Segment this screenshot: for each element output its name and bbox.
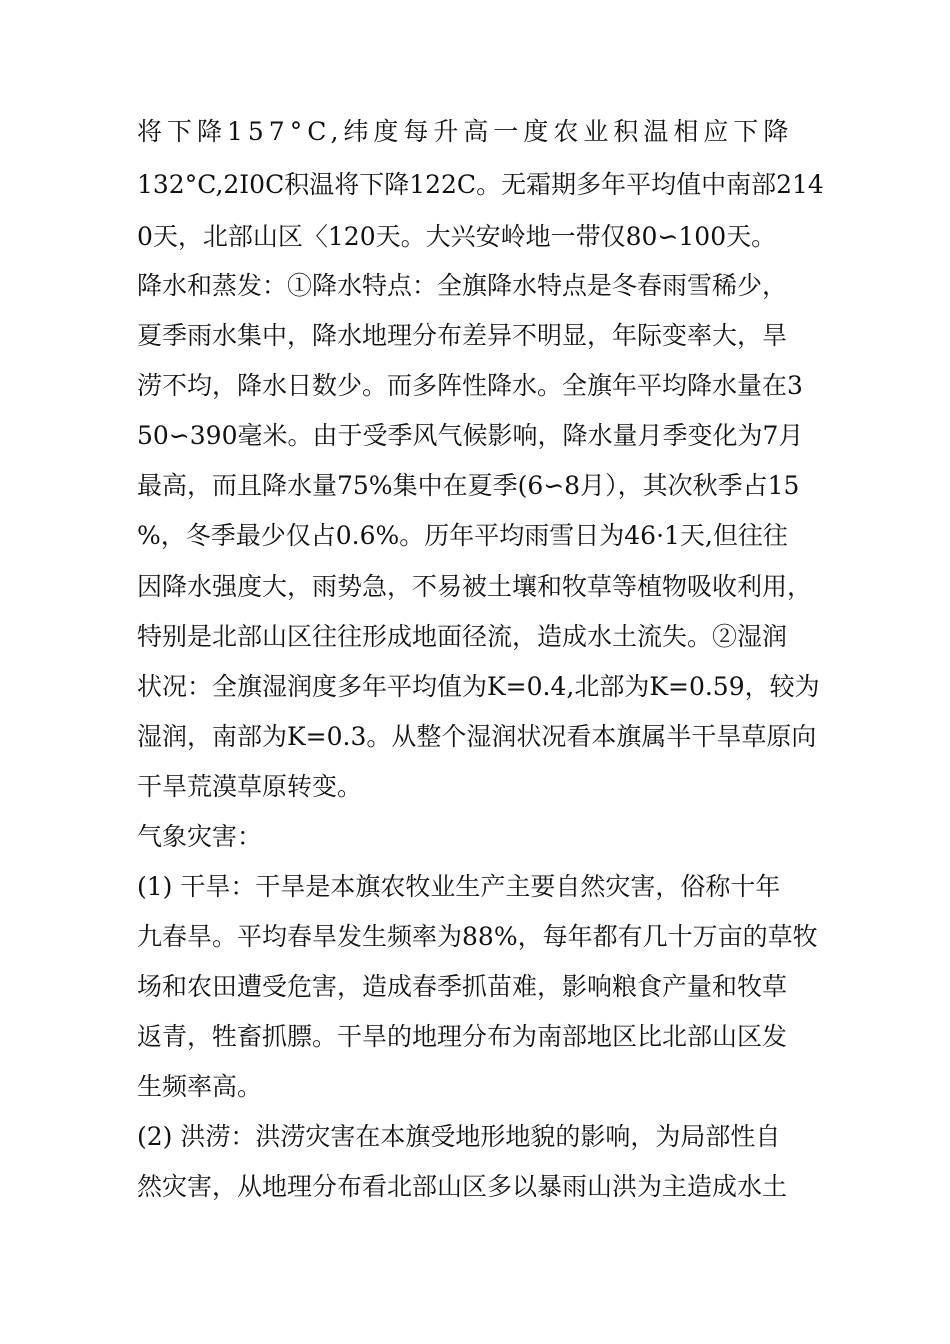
text-line-3: 0天，北部山区〈120天。大兴安岭地一带仅80∽100天。: [137, 222, 777, 251]
text-line-1: 将下降157°C,纬度每升高一度农业积温相应下降: [137, 117, 794, 146]
text-line-16: (1) 干旱：干旱是本旗农牧业生产主要自然灾害，俗称十年: [137, 872, 781, 901]
text-line-17: 九春旱。平均春旱发生频率为88%，每年都有几十万亩的草牧: [137, 922, 818, 951]
text-line-10: 因降水强度大，雨势急，不易被土壤和牧草等植物吸收利用，: [137, 572, 813, 601]
text-line-14: 干旱荒漠草原转变。: [137, 772, 363, 801]
text-line-12: 状况：全旗湿润度多年平均值为K=0.4,北部为K=0.59，较为: [137, 672, 820, 701]
text-line-2: 132°C,2I0C积温将下降122C。无霜期多年平均值中南部214: [137, 170, 824, 199]
text-line-6: 涝不均，降水日数少。而多阵性降水。全旗年平均降水量在3: [137, 371, 803, 400]
section-heading: 气象灾害：: [137, 822, 263, 851]
text-line-21: (2) 洪涝：洪涝灾害在本旗受地形地貌的影响，为局部性自: [137, 1122, 781, 1151]
text-line-9: %，冬季最少仅占0.6%。历年平均雨雪日为46·1天,但往往: [137, 521, 788, 550]
text-line-20: 生频率高。: [137, 1072, 263, 1101]
text-line-5: 夏季雨水集中，降水地理分布差异不明显，年际变率大，旱: [137, 321, 788, 350]
text-line-13: 湿润，南部为K=0.3。从整个湿润状况看本旗属半干旱草原向: [137, 722, 817, 751]
text-line-7: 50∽390毫米。由于受季风气候影响，降水量月季变化为7月: [137, 421, 804, 450]
text-line-18: 场和农田遭受危害，造成春季抓苗难，影响粮食产量和牧草: [137, 972, 788, 1001]
text-line-19: 返青，牲畜抓膘。干旱的地理分布为南部地区比北部山区发: [137, 1022, 788, 1051]
text-line-22: 然灾害，从地理分布看北部山区多以暴雨山洪为主造成水土: [137, 1172, 788, 1201]
text-line-11: 特别是北部山区往往形成地面径流，造成水土流失。②湿润: [137, 622, 788, 651]
text-line-8: 最高，而且降水量75%集中在夏季(6∽8月），其次秋季占15: [137, 471, 800, 500]
text-line-4: 降水和蒸发：①降水特点：全旗降水特点是冬春雨雪稀少，: [137, 271, 788, 300]
